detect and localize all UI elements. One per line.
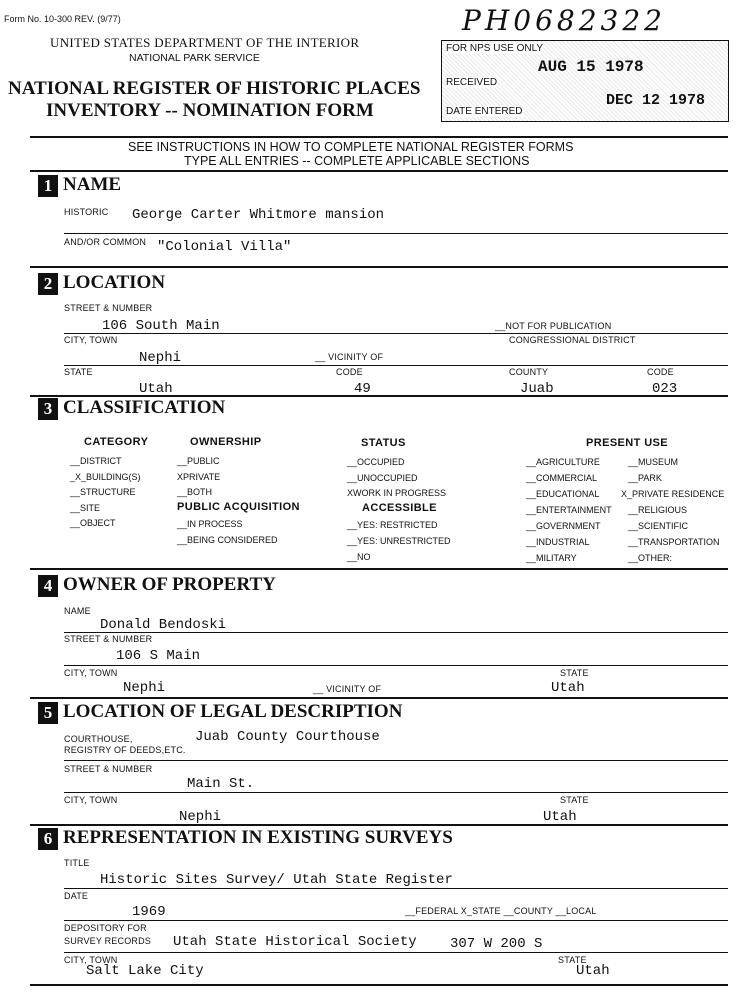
accessible-option: __NO — [347, 552, 371, 562]
rule — [64, 665, 728, 666]
county-code-label: CODE — [647, 367, 674, 377]
present-use-option: __COMMERCIAL — [526, 473, 598, 483]
owner-state-label: STATE — [560, 668, 589, 678]
common-name-value: "Colonial Villa" — [157, 239, 292, 255]
present-use-option: __EDUCATIONAL — [526, 489, 600, 499]
present-use-option: __OTHER: — [628, 553, 673, 563]
rule — [64, 888, 728, 889]
survey-records-label: SURVEY RECORDS — [64, 936, 151, 946]
present-use-option: X_PRIVATE RESIDENCE — [621, 489, 725, 499]
congressional-district-label: CONGRESSIONAL DISTRICT — [509, 335, 636, 345]
courthouse-label: COURTHOUSE, — [64, 734, 133, 744]
nps-use-label: FOR NPS USE ONLY — [446, 43, 544, 54]
category-option: __OBJECT — [70, 518, 116, 528]
city-value: Nephi — [139, 350, 182, 366]
survey-date-value: 1969 — [132, 904, 166, 920]
ownership-option: XPRIVATE — [177, 472, 221, 482]
instructions-line1: SEE INSTRUCTIONS IN HOW TO COMPLETE NATIONAL REGISTER FORMS — [128, 140, 574, 154]
section-4-title: OWNER OF PROPERTY — [63, 574, 276, 595]
county-value: Juab — [520, 381, 554, 397]
owner-state-value: Utah — [551, 680, 585, 696]
not-for-publication: __NOT FOR PUBLICATION — [495, 321, 612, 331]
survey-title-label: TITLE — [64, 858, 90, 868]
form-title-line2: INVENTORY -- NOMINATION FORM — [46, 100, 374, 121]
rule — [64, 760, 728, 761]
status-option: XWORK IN PROGRESS — [347, 488, 447, 498]
owner-name-value: Donald Bendoski — [100, 617, 227, 633]
accessible-option: __YES: UNRESTRICTED — [347, 536, 451, 546]
survey-city-label: CITY, TOWN — [64, 955, 118, 965]
ownership-header: OWNERSHIP — [190, 436, 262, 448]
owner-street-label: STREET & NUMBER — [64, 634, 153, 644]
city-label: CITY, TOWN — [64, 335, 118, 345]
section-6-number: 6 — [38, 828, 58, 850]
section-2-number: 2 — [38, 273, 58, 295]
present-use-option: __ENTERTAINMENT — [526, 505, 612, 515]
street-value: 106 South Main — [102, 318, 220, 334]
depository-address: 307 W 200 S — [450, 936, 543, 952]
county-label: COUNTY — [509, 367, 549, 377]
entered-stamp: DEC 12 1978 — [606, 92, 706, 109]
historic-name-value: George Carter Whitmore mansion — [132, 207, 385, 223]
section-6-title: REPRESENTATION IN EXISTING SURVEYS — [63, 827, 453, 848]
owner-city-value: Nephi — [123, 680, 166, 696]
form-title-line1: NATIONAL REGISTER OF HISTORIC PLACES — [8, 78, 421, 99]
rule — [64, 632, 728, 633]
present-use-option: __PARK — [628, 473, 662, 483]
present-use-option: __INDUSTRIAL — [526, 537, 590, 547]
category-option: __DISTRICT — [70, 456, 122, 466]
department-name: UNITED STATES DEPARTMENT OF THE INTERIOR — [50, 35, 360, 50]
depository-label: DEPOSITORY FOR — [64, 923, 147, 933]
accessible-option: __YES: RESTRICTED — [347, 520, 438, 530]
legal-street-label: STREET & NUMBER — [64, 764, 153, 774]
present-use-option: __MUSEUM — [628, 457, 679, 467]
state-code-value: 49 — [354, 381, 371, 397]
category-option: _X_BUILDING(S) — [70, 472, 141, 482]
instructions-divider — [30, 170, 728, 172]
legal-state-label: STATE — [560, 795, 589, 805]
registry-label: REGISTRY OF DEEDS,ETC. — [64, 745, 186, 755]
ownership-option: __PUBLIC — [177, 456, 220, 466]
present-use-option: __SCIENTIFIC — [628, 521, 689, 531]
state-value: Utah — [139, 381, 173, 397]
date-entered-label: DATE ENTERED — [446, 106, 523, 117]
section-5-number: 5 — [38, 702, 58, 724]
section-3-number: 3 — [38, 398, 58, 420]
category-option: __STRUCTURE — [70, 487, 136, 497]
present-use-option: __TRANSPORTATION — [628, 537, 720, 547]
received-stamp: AUG 15 1978 — [538, 58, 644, 76]
form-number: Form No. 10-300 REV. (9/77) — [4, 14, 121, 24]
survey-date-label: DATE — [64, 891, 89, 901]
section-divider — [30, 984, 728, 986]
acquisition-option: __IN PROCESS — [177, 519, 243, 529]
acquisition-option: __BEING CONSIDERED — [177, 535, 278, 545]
courthouse-value: Juab County Courthouse — [195, 729, 380, 745]
present-use-option: __AGRICULTURE — [526, 457, 600, 467]
instructions-line2: TYPE ALL ENTRIES -- COMPLETE APPLICABLE SECTIONS — [184, 154, 530, 168]
owner-vicinity-label: __ VICINITY OF — [313, 684, 382, 694]
rule — [64, 233, 728, 234]
category-header: CATEGORY — [84, 436, 149, 448]
present-use-option: __MILITARY — [526, 553, 577, 563]
section-2-title: LOCATION — [63, 272, 166, 293]
survey-state-label: STATE — [558, 955, 587, 965]
section-divider — [30, 697, 728, 699]
received-label: RECEIVED — [446, 77, 498, 88]
common-name-label: AND/OR COMMON — [64, 237, 147, 247]
legal-city-value: Nephi — [179, 809, 222, 825]
category-option: __SITE — [70, 503, 101, 513]
status-option: __UNOCCUPIED — [347, 473, 418, 483]
public-acquisition-header: PUBLIC ACQUISITION — [177, 501, 300, 513]
section-5-title: LOCATION OF LEGAL DESCRIPTION — [63, 701, 403, 722]
accessible-header: ACCESSIBLE — [362, 502, 437, 514]
street-label: STREET & NUMBER — [64, 303, 153, 313]
county-code-value: 023 — [652, 381, 678, 397]
owner-name-label: NAME — [64, 606, 91, 616]
state-label: STATE — [64, 367, 93, 377]
legal-street-value: Main St. — [187, 776, 255, 792]
vicinity-label: __ VICINITY OF — [315, 352, 384, 362]
present-use-option: __RELIGIOUS — [628, 505, 688, 515]
ownership-option: __BOTH — [177, 487, 213, 497]
legal-city-label: CITY, TOWN — [64, 795, 118, 805]
state-code-label: CODE — [336, 367, 363, 377]
service-name: NATIONAL PARK SERVICE — [129, 52, 260, 64]
header-divider — [30, 136, 728, 138]
survey-levels: __FEDERAL X_STATE __COUNTY __LOCAL — [405, 906, 597, 916]
survey-title-value: Historic Sites Survey/ Utah State Register — [100, 872, 453, 888]
legal-state-value: Utah — [543, 809, 577, 825]
survey-city-value: Salt Lake City — [86, 963, 204, 979]
section-3-title: CLASSIFICATION — [63, 397, 226, 418]
section-divider — [30, 266, 728, 268]
depository-value: Utah State Historical Society — [173, 934, 417, 950]
section-4-number: 4 — [38, 575, 58, 597]
rule — [64, 952, 728, 953]
section-divider — [30, 568, 728, 570]
handwritten-reference-number: PH0682322 — [462, 4, 666, 37]
section-divider — [30, 824, 728, 826]
survey-state-value: Utah — [576, 963, 610, 979]
owner-street-value: 106 S Main — [116, 648, 201, 664]
section-1-title: NAME — [63, 174, 122, 195]
section-1-number: 1 — [38, 175, 58, 197]
historic-label: HISTORIC — [64, 207, 109, 217]
owner-city-label: CITY, TOWN — [64, 668, 118, 678]
status-header: STATUS — [361, 437, 406, 449]
rule — [64, 333, 728, 334]
rule — [64, 792, 728, 793]
rule — [64, 365, 728, 366]
present-use-header: PRESENT USE — [586, 437, 669, 449]
status-option: __OCCUPIED — [347, 457, 405, 467]
rule — [64, 920, 728, 921]
present-use-option: __GOVERNMENT — [526, 521, 601, 531]
